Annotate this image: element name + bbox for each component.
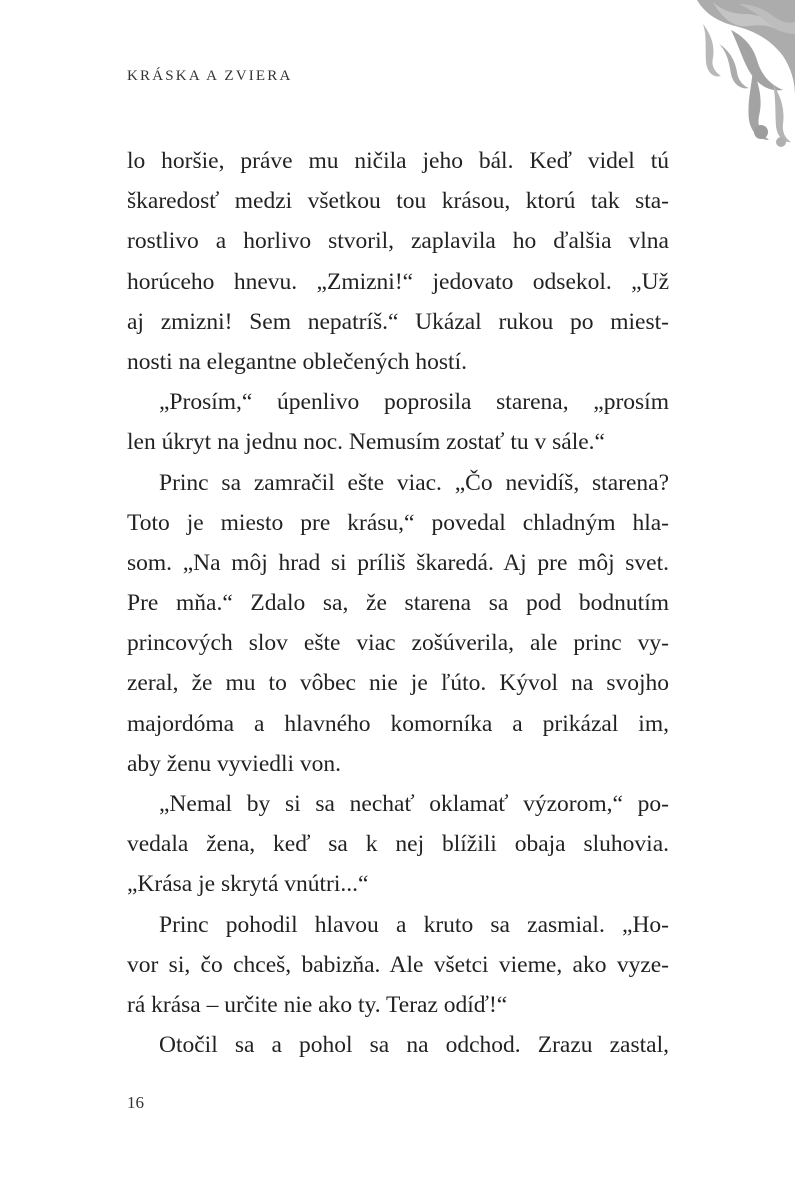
text-line: Princ sa zamračil ešte viac. „Čo nevidíš, starena? xyxy=(159,469,669,496)
text-line: princových slov ešte viac zošúverila, ale princ vy- xyxy=(127,630,669,657)
text-line: „Prosím,“ úpenlivo poprosila starena, „prosím xyxy=(159,389,669,416)
text-line: „Krása je skrytá vnútri...“ xyxy=(127,871,369,898)
text-line: aby ženu vyviedli von. xyxy=(127,750,342,777)
text-line: Pre mňa.“ Zdalo sa, že starena sa pod bodnutím xyxy=(127,590,669,617)
text-line: lo horšie, práve mu ničila jeho bál. Keď videl tú xyxy=(127,148,669,174)
text-line: rá krása – určite nie ako ty. Teraz odíď!“ xyxy=(127,991,508,1018)
text-line: vor si, čo chceš, babizňa. Ale všetci vieme, ako vyze- xyxy=(127,951,669,978)
text-line: len úkryt na jednu noc. Nemusím zostať tu v sále.“ xyxy=(127,429,605,456)
floral-flourish-icon xyxy=(635,0,795,150)
text-line: zeral, že mu to vôbec nie je ľúto. Kývol na svojho xyxy=(127,670,669,697)
body-text xyxy=(127,141,669,1065)
text-line: majordóma a hlavného komorníka a prikázal im, xyxy=(127,710,669,737)
text-line: Princ pohodil hlavou a kruto sa zasmial. „Ho- xyxy=(159,911,669,938)
text-line: som. „Na môj hrad si príliš škaredá. Aj pre môj svet. xyxy=(127,549,669,576)
running-header-title: KRÁSKA A ZVIERA xyxy=(127,68,293,84)
text-line: škaredosť medzi všetkou tou krásou, ktorú tak sta- xyxy=(127,188,669,215)
text-line: nosti na elegantne oblečených hostí. xyxy=(127,348,467,375)
text-line: horúceho hnevu. „Zmizni!“ jedovato odsekol. „Už xyxy=(127,268,669,295)
text-line: rostlivo a horlivo stvoril, zaplavila ho ďalšia vlna xyxy=(127,228,669,255)
text-line: „Nemal by si sa nechať oklamať výzorom,“ po- xyxy=(159,791,669,817)
text-line: aj zmizni! Sem nepatríš.“ Ukázal rukou po miest- xyxy=(127,308,669,335)
text-line: Otočil sa a pohol sa na odchod. Zrazu zastal, xyxy=(159,1032,669,1059)
page-number: 16 xyxy=(127,1093,144,1112)
text-line: vedala žena, keď sa k nej blížili obaja sluhovia. xyxy=(127,831,669,858)
text-line: Toto je miesto pre krásu,“ povedal chladným hla- xyxy=(127,509,669,536)
